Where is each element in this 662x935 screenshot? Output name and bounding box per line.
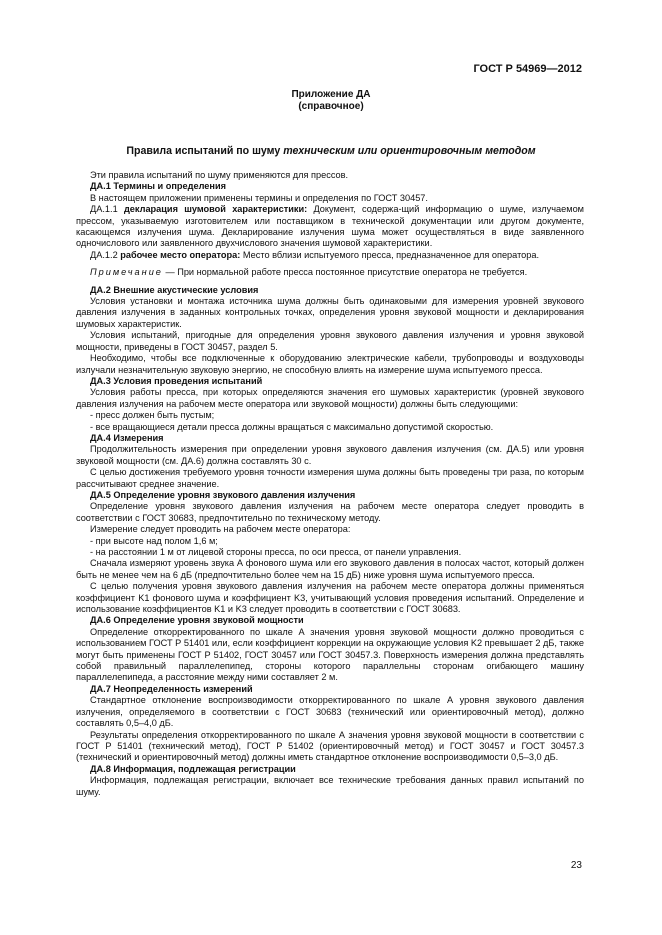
paragraph: Продолжительность измерения при определении уровня звукового давления излучения (см. ДА.5) или уровня звуковой мощности (см. ДА.6) должна составлять 30 с. [76,444,584,466]
list-item: - все вращающиеся детали пресса должны вращаться с максимально допустимой скоростью. [90,421,494,432]
document-title [0,146,662,157]
list-item: - пресс должен быть пустым; [90,410,215,421]
clause-number: ДА.1.1 [90,204,124,215]
appendix-title: Приложение ДА [291,89,371,100]
section-heading-da4: ДА.4 Измерения [90,432,164,443]
term: декларация шумовой характеристики: [123,204,308,215]
paragraph: Сначала измеряют уровень звука А фонового шума или его звукового давления в полосах частот, который должен быть не менее чем на 6 дБ (предпочтительно более чем на 15 дБ) ниже уровня шума испытуемого пресса. [76,558,584,580]
paragraph: Информация, подлежащая регистрации, включает все технические требования данных правил испытаний по шуму. [76,775,584,797]
standard-number: ГОСТ Р 54969—2012 [473,63,582,75]
paragraph: Результаты определения откорректированного по шкале А значения уровня звуковой мощности в соответствии с ГОСТ Р 51401 (технический метод), ГОСТ Р 51402 (ориентировочный метод) и ГОСТ 30457 и ГОСТ 30457.3 (технический и ориентировочный метод) должны иметь стандартное отклонение воспроизводимости 0,5–3,0 дБ. [76,729,584,763]
term: рабочее место оператора: [120,249,241,260]
paragraph: С целью достижения требуемого уровня точности измерения шума должны быть проведены три раза, по которым рассчитывают среднее значение. [76,467,584,489]
paragraph: Условия установки и монтажа источника шума должны быть одинаковыми для измерения уровней звукового давления излучения в заданных контрольных точках, определения уровня звуковой мощности и декларирования шумовых характеристик. [76,296,584,329]
appendix-heading [0,89,662,113]
section-heading-da7: ДА.7 Неопределенность измерений [90,683,253,694]
paragraph: С целью получения уровня звукового давления излучения на рабочем месте оператора должны применяться коэффициент K1 фонового шума и коэффициент K3, учитывающий условия проведения испытаний. Определение и использование коэффициентов K1 и K3 следует проводить в соответствии с ГОСТ 30683. [76,581,584,615]
paragraph: Условия испытаний, пригодные для определения уровня звукового давления излучения и уровня звуковой мощности, приведены в ГОСТ 30457, раздел 5. [76,330,584,352]
title-plain: Правила испытаний по шуму [126,145,284,157]
section-heading-da5: ДА.5 Определение уровня звукового давления излучения [90,489,356,500]
paragraph-da1-2 [76,250,584,261]
section-heading-da6: ДА.6 Определение уровня звуковой мощности [90,615,304,626]
paragraph: Измерение следует проводить на рабочем месте оператора: [90,524,351,535]
list-item: - при высоте над полом 1,6 м; [90,535,218,546]
definition: Документ, содержа-щий информацию о шуме, излучаемом прессом, указываемую изготовителем или поставщиком в технической документации или другом документе, касающемся излучения шума. Декларирование излучения шума может осуществляться в виде заявленного одночислового или заявленного двухчислового значения шумовой характеристики. [76,204,584,249]
note [76,267,584,278]
paragraph-terms: В настоящем приложении применены термины и определения по ГОСТ 30457. [90,192,428,203]
note-label: Примечание [90,267,163,278]
clause-number: ДА.1.2 [90,249,121,260]
section-heading-da3: ДА.3 Условия проведения испытаний [90,375,263,386]
definition: Место вблизи испытуемого пресса, предназначенное для оператора. [240,249,540,260]
paragraph-da1-1 [76,204,584,250]
section-heading-da8: ДА.8 Информация, подлежащая регистрации [90,763,296,774]
paragraph: Стандартное отклонение воспроизводимости откорректированного по шкале А уровня звукового давления излучения, определяемого в соответствии с ГОСТ 30683 (технический или ориентировочный метод), должно составлять 0,5–4,0 дБ. [76,695,584,729]
paragraph: Необходимо, чтобы все подключенные к оборудованию электрические кабели, трубопроводы и воздуховоды излучали незначительную звуковую энергию, не способную влиять на измерение шума испытуемого пресса. [76,353,584,375]
appendix-subtitle: (справочное) [298,101,364,112]
section-heading-da1: ДА.1 Термины и определения [90,181,226,192]
document-body [76,170,584,798]
page-number: 23 [570,860,582,871]
title-italic: техническим или ориентировочным методом [283,145,536,157]
paragraph-intro: Эти правила испытаний по шуму применяются для прессов. [90,170,349,180]
paragraph: Определение уровня звукового давления излучения на рабочем месте оператора следует проводить в соответствии с ГОСТ 30683, предпочтительно по техническому методу. [76,501,584,523]
note-text: — При нормальной работе пресса постоянное присутствие оператора не требуется. [162,267,528,278]
section-heading-da2: ДА.2 Внешние акустические условия [90,284,259,295]
list-item: - на расстоянии 1 м от лицевой стороны пресса, по оси пресса, от панели управления. [90,547,462,557]
paragraph: Условия работы пресса, при которых определяются значения его шумовых характеристик (уровней звукового давления излучения на рабочем месте оператора или звуковой мощности) должны быть следующими: [76,387,584,409]
paragraph: Определение откорректированного по шкале А значения уровня звуковой мощности должно проводиться с использованием ГОСТ Р 51401 или, если коэффициент коррекции на окружающие условия K2 превышает 2 дБ, также могут быть применены ГОСТ Р 51402, ГОСТ 30457 или ГОСТ 30457.3. Поверхность измерения должна представлять собой правильный параллелепипед, стороны которого параллельны сторонам огибающего машину параллелепипеда, а расстояние между ними составляет 2 м. [76,626,585,683]
